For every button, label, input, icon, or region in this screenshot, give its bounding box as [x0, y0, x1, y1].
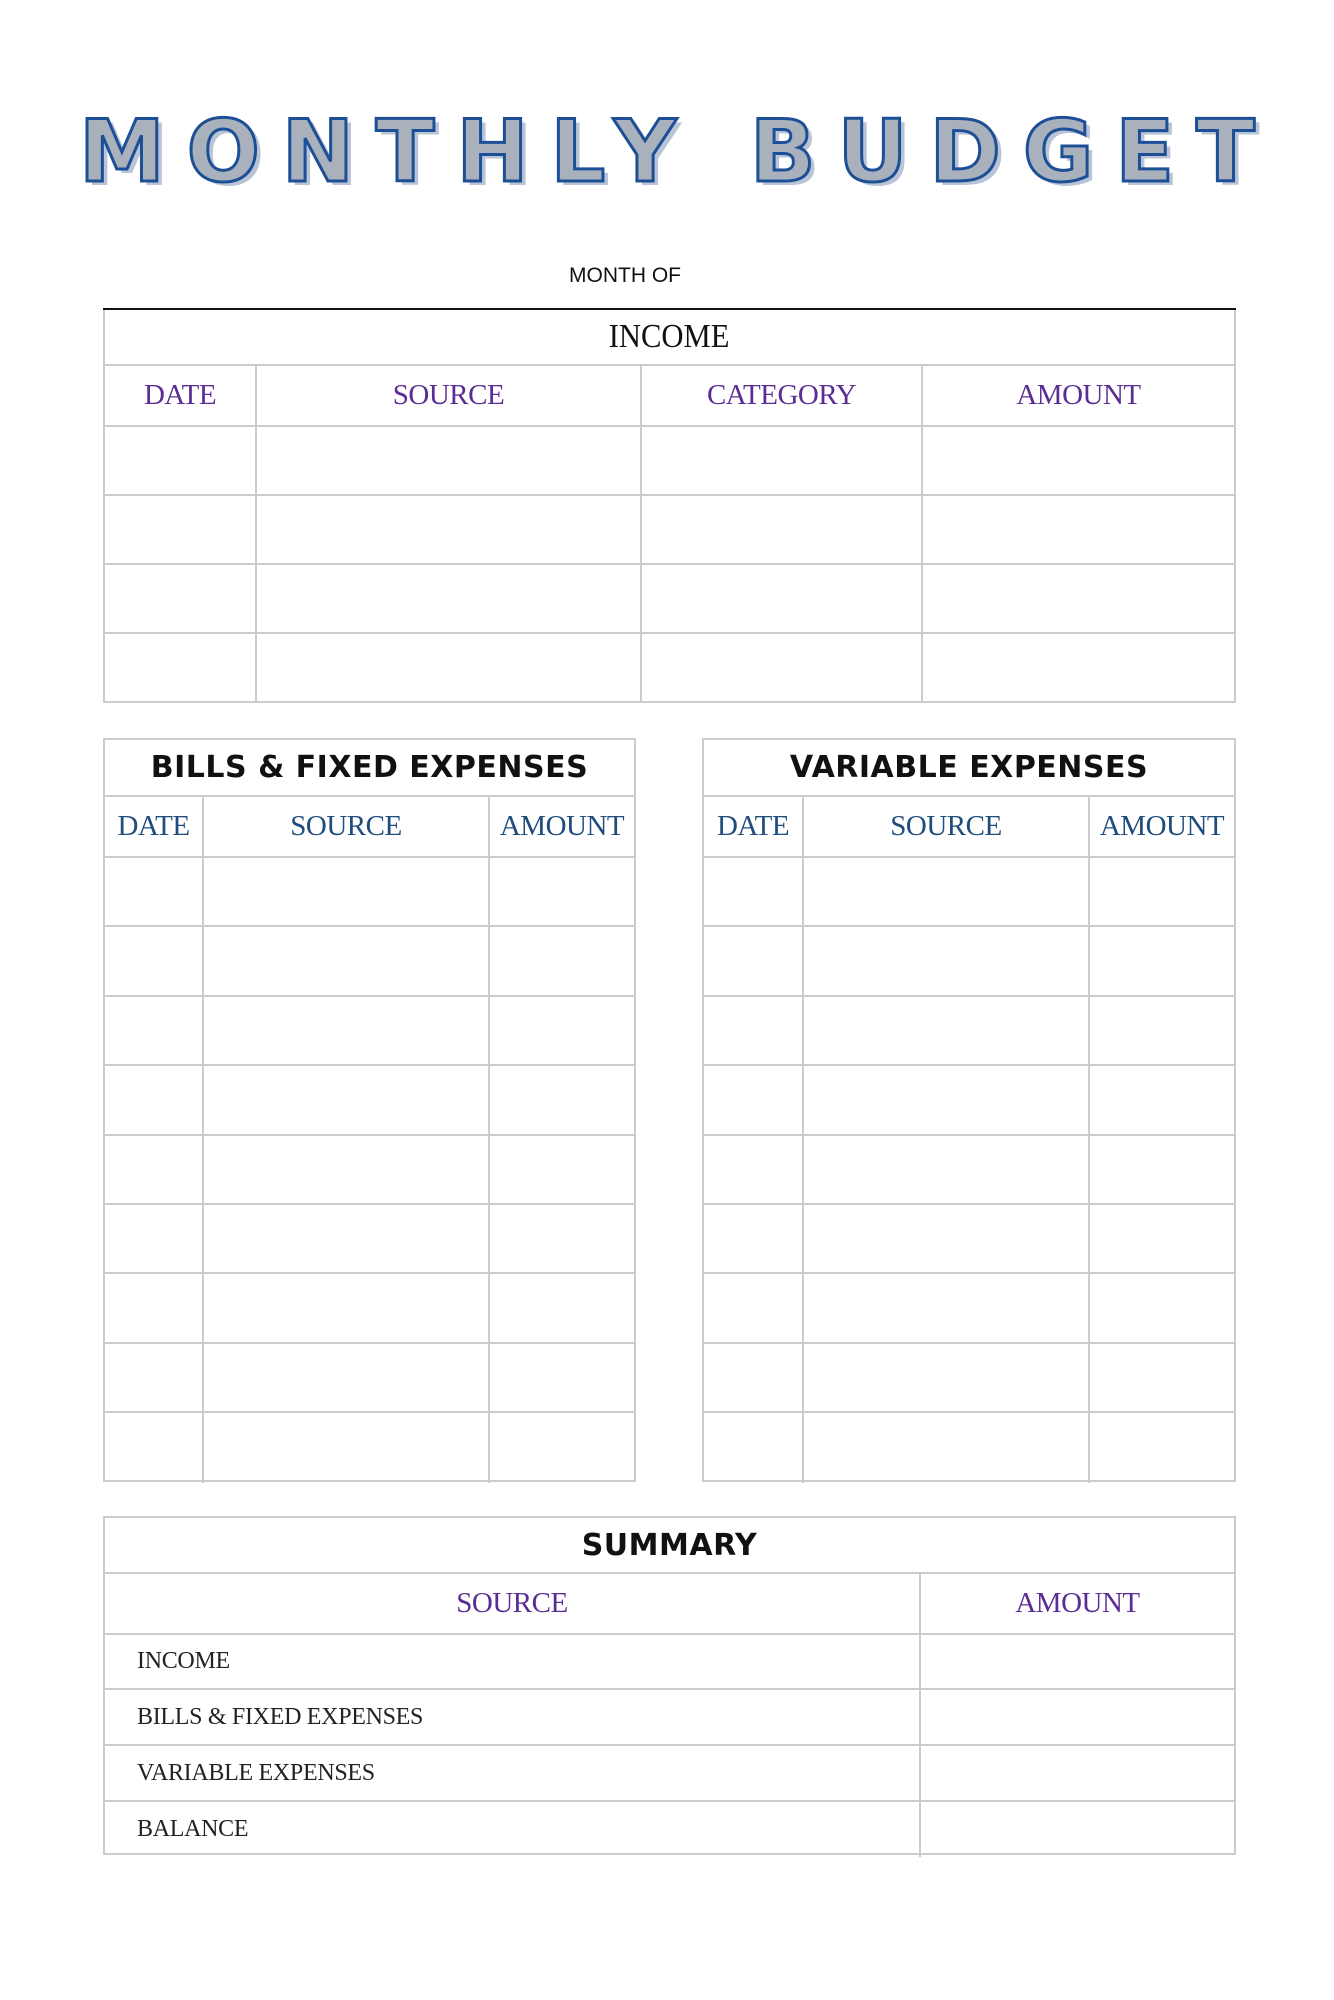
summary-amount-cell[interactable] [921, 1690, 1234, 1744]
table-cell[interactable] [105, 1344, 204, 1411]
table-row [704, 1274, 1234, 1343]
table-cell[interactable] [804, 1274, 1090, 1341]
table-cell[interactable] [204, 1413, 490, 1482]
table-cell[interactable] [704, 1136, 804, 1203]
table-cell[interactable] [105, 1136, 204, 1203]
table-cell[interactable] [204, 1136, 490, 1203]
col-amount: AMOUNT [1099, 810, 1225, 842]
table-row [105, 496, 1234, 565]
summary-title: SUMMARY [581, 1527, 758, 1563]
col-source: SOURCE [204, 797, 490, 856]
col-source: SOURCE [105, 1574, 921, 1633]
table-cell[interactable] [804, 1136, 1090, 1203]
table-cell[interactable] [1090, 997, 1234, 1064]
table-cell[interactable] [1090, 927, 1234, 994]
table-cell[interactable] [257, 427, 642, 494]
col-source: SOURCE [257, 366, 642, 425]
table-cell[interactable] [642, 496, 923, 563]
table-cell[interactable] [704, 1066, 804, 1133]
table-cell[interactable] [1090, 1274, 1234, 1341]
table-cell[interactable] [804, 1413, 1090, 1482]
col-date: DATE [105, 797, 204, 856]
table-cell[interactable] [704, 1413, 804, 1482]
table-cell[interactable] [642, 565, 923, 632]
table-cell[interactable] [105, 634, 257, 703]
table-cell[interactable] [490, 1205, 634, 1272]
table-row [704, 1136, 1234, 1205]
table-row [105, 634, 1234, 703]
bills-title: BILLS & FIXED EXPENSES [150, 750, 589, 785]
table-cell[interactable] [204, 927, 490, 994]
table-row [704, 858, 1234, 927]
col-category: CATEGORY [642, 366, 923, 425]
income-table [103, 310, 1236, 703]
table-cell[interactable] [105, 1413, 204, 1482]
table-row [105, 565, 1234, 634]
summary-row-variable [105, 1746, 1234, 1802]
table-row [105, 1344, 634, 1413]
summary-label: BILLS & FIXED EXPENSES [105, 1690, 921, 1744]
table-row [105, 997, 634, 1066]
table-cell[interactable] [704, 1344, 804, 1411]
table-cell[interactable] [105, 1205, 204, 1272]
income-title-row [105, 310, 1234, 366]
table-cell[interactable] [105, 496, 257, 563]
table-cell[interactable] [257, 496, 642, 563]
table-row [704, 927, 1234, 996]
income-title: INCOME [609, 318, 730, 355]
table-row [704, 1205, 1234, 1274]
table-cell[interactable] [257, 565, 642, 632]
table-cell[interactable] [704, 997, 804, 1064]
table-cell[interactable] [204, 1274, 490, 1341]
table-row [704, 1066, 1234, 1135]
variable-header-row [704, 797, 1234, 858]
table-cell[interactable] [490, 927, 634, 994]
table-cell[interactable] [490, 997, 634, 1064]
table-row [105, 1066, 634, 1135]
summary-amount-cell[interactable] [921, 1802, 1234, 1857]
table-cell[interactable] [490, 858, 634, 925]
col-date: DATE [704, 797, 804, 856]
table-cell[interactable] [1090, 858, 1234, 925]
table-cell[interactable] [804, 1344, 1090, 1411]
summary-row-income [105, 1635, 1234, 1690]
table-cell[interactable] [105, 997, 204, 1064]
table-row [105, 1136, 634, 1205]
summary-row-balance [105, 1802, 1234, 1857]
table-cell[interactable] [105, 927, 204, 994]
table-cell[interactable] [204, 1205, 490, 1272]
table-cell[interactable] [1090, 1413, 1234, 1482]
summary-header-row [105, 1574, 1234, 1635]
summary-label: BALANCE [105, 1802, 921, 1857]
table-cell[interactable] [490, 1136, 634, 1203]
table-cell[interactable] [204, 1066, 490, 1133]
variable-table [702, 738, 1236, 1482]
table-cell[interactable] [490, 1344, 634, 1411]
col-amount: AMOUNT [1015, 1587, 1140, 1619]
table-cell[interactable] [490, 1413, 634, 1482]
summary-row-bills [105, 1690, 1234, 1746]
variable-title: VARIABLE EXPENSES [789, 750, 1149, 785]
page-title: MONTHLY BUDGET [79, 102, 1277, 202]
table-cell[interactable] [204, 858, 490, 925]
table-cell[interactable] [1090, 1205, 1234, 1272]
table-cell[interactable] [704, 1274, 804, 1341]
table-cell[interactable] [105, 1274, 204, 1341]
table-cell[interactable] [923, 565, 1234, 632]
table-cell[interactable] [490, 1274, 634, 1341]
table-cell[interactable] [105, 427, 257, 494]
table-cell[interactable] [804, 1205, 1090, 1272]
col-date: DATE [105, 366, 257, 425]
table-cell[interactable] [1090, 1344, 1234, 1411]
table-cell[interactable] [704, 927, 804, 994]
bills-title-row [105, 740, 634, 797]
table-row [105, 1205, 634, 1274]
table-cell[interactable] [490, 1066, 634, 1133]
table-row [704, 1413, 1234, 1482]
table-cell[interactable] [1090, 1136, 1234, 1203]
table-cell[interactable] [204, 997, 490, 1064]
table-row [105, 858, 634, 927]
table-cell[interactable] [704, 858, 804, 925]
col-amount: AMOUNT [499, 810, 625, 842]
table-cell[interactable] [105, 858, 204, 925]
table-row [105, 1274, 634, 1343]
month-of-label: MONTH OF [569, 264, 681, 287]
table-row [704, 997, 1234, 1066]
table-cell[interactable] [923, 427, 1234, 494]
col-amount: AMOUNT [1016, 379, 1141, 411]
table-cell[interactable] [804, 997, 1090, 1064]
summary-amount-cell[interactable] [921, 1635, 1234, 1688]
table-cell[interactable] [642, 634, 923, 703]
table-cell[interactable] [204, 1344, 490, 1411]
table-cell[interactable] [923, 634, 1234, 703]
table-row [105, 427, 1234, 496]
table-row [704, 1344, 1234, 1413]
summary-amount-cell[interactable] [921, 1746, 1234, 1800]
col-source: SOURCE [804, 797, 1090, 856]
summary-table [103, 1516, 1236, 1855]
table-cell[interactable] [704, 1205, 804, 1272]
table-row [105, 1413, 634, 1482]
table-cell[interactable] [804, 1066, 1090, 1133]
table-cell[interactable] [642, 427, 923, 494]
summary-title-row [105, 1518, 1234, 1574]
table-cell[interactable] [804, 858, 1090, 925]
variable-title-row [704, 740, 1234, 797]
table-cell[interactable] [105, 565, 257, 632]
table-cell[interactable] [257, 634, 642, 703]
table-cell[interactable] [1090, 1066, 1234, 1133]
table-cell[interactable] [105, 1066, 204, 1133]
bills-table [103, 738, 636, 1482]
bills-header-row [105, 797, 634, 858]
income-header-row [105, 366, 1234, 427]
table-cell[interactable] [923, 496, 1234, 563]
summary-label: VARIABLE EXPENSES [105, 1746, 921, 1800]
table-cell[interactable] [804, 927, 1090, 994]
table-row [105, 927, 634, 996]
summary-label: INCOME [105, 1635, 921, 1688]
